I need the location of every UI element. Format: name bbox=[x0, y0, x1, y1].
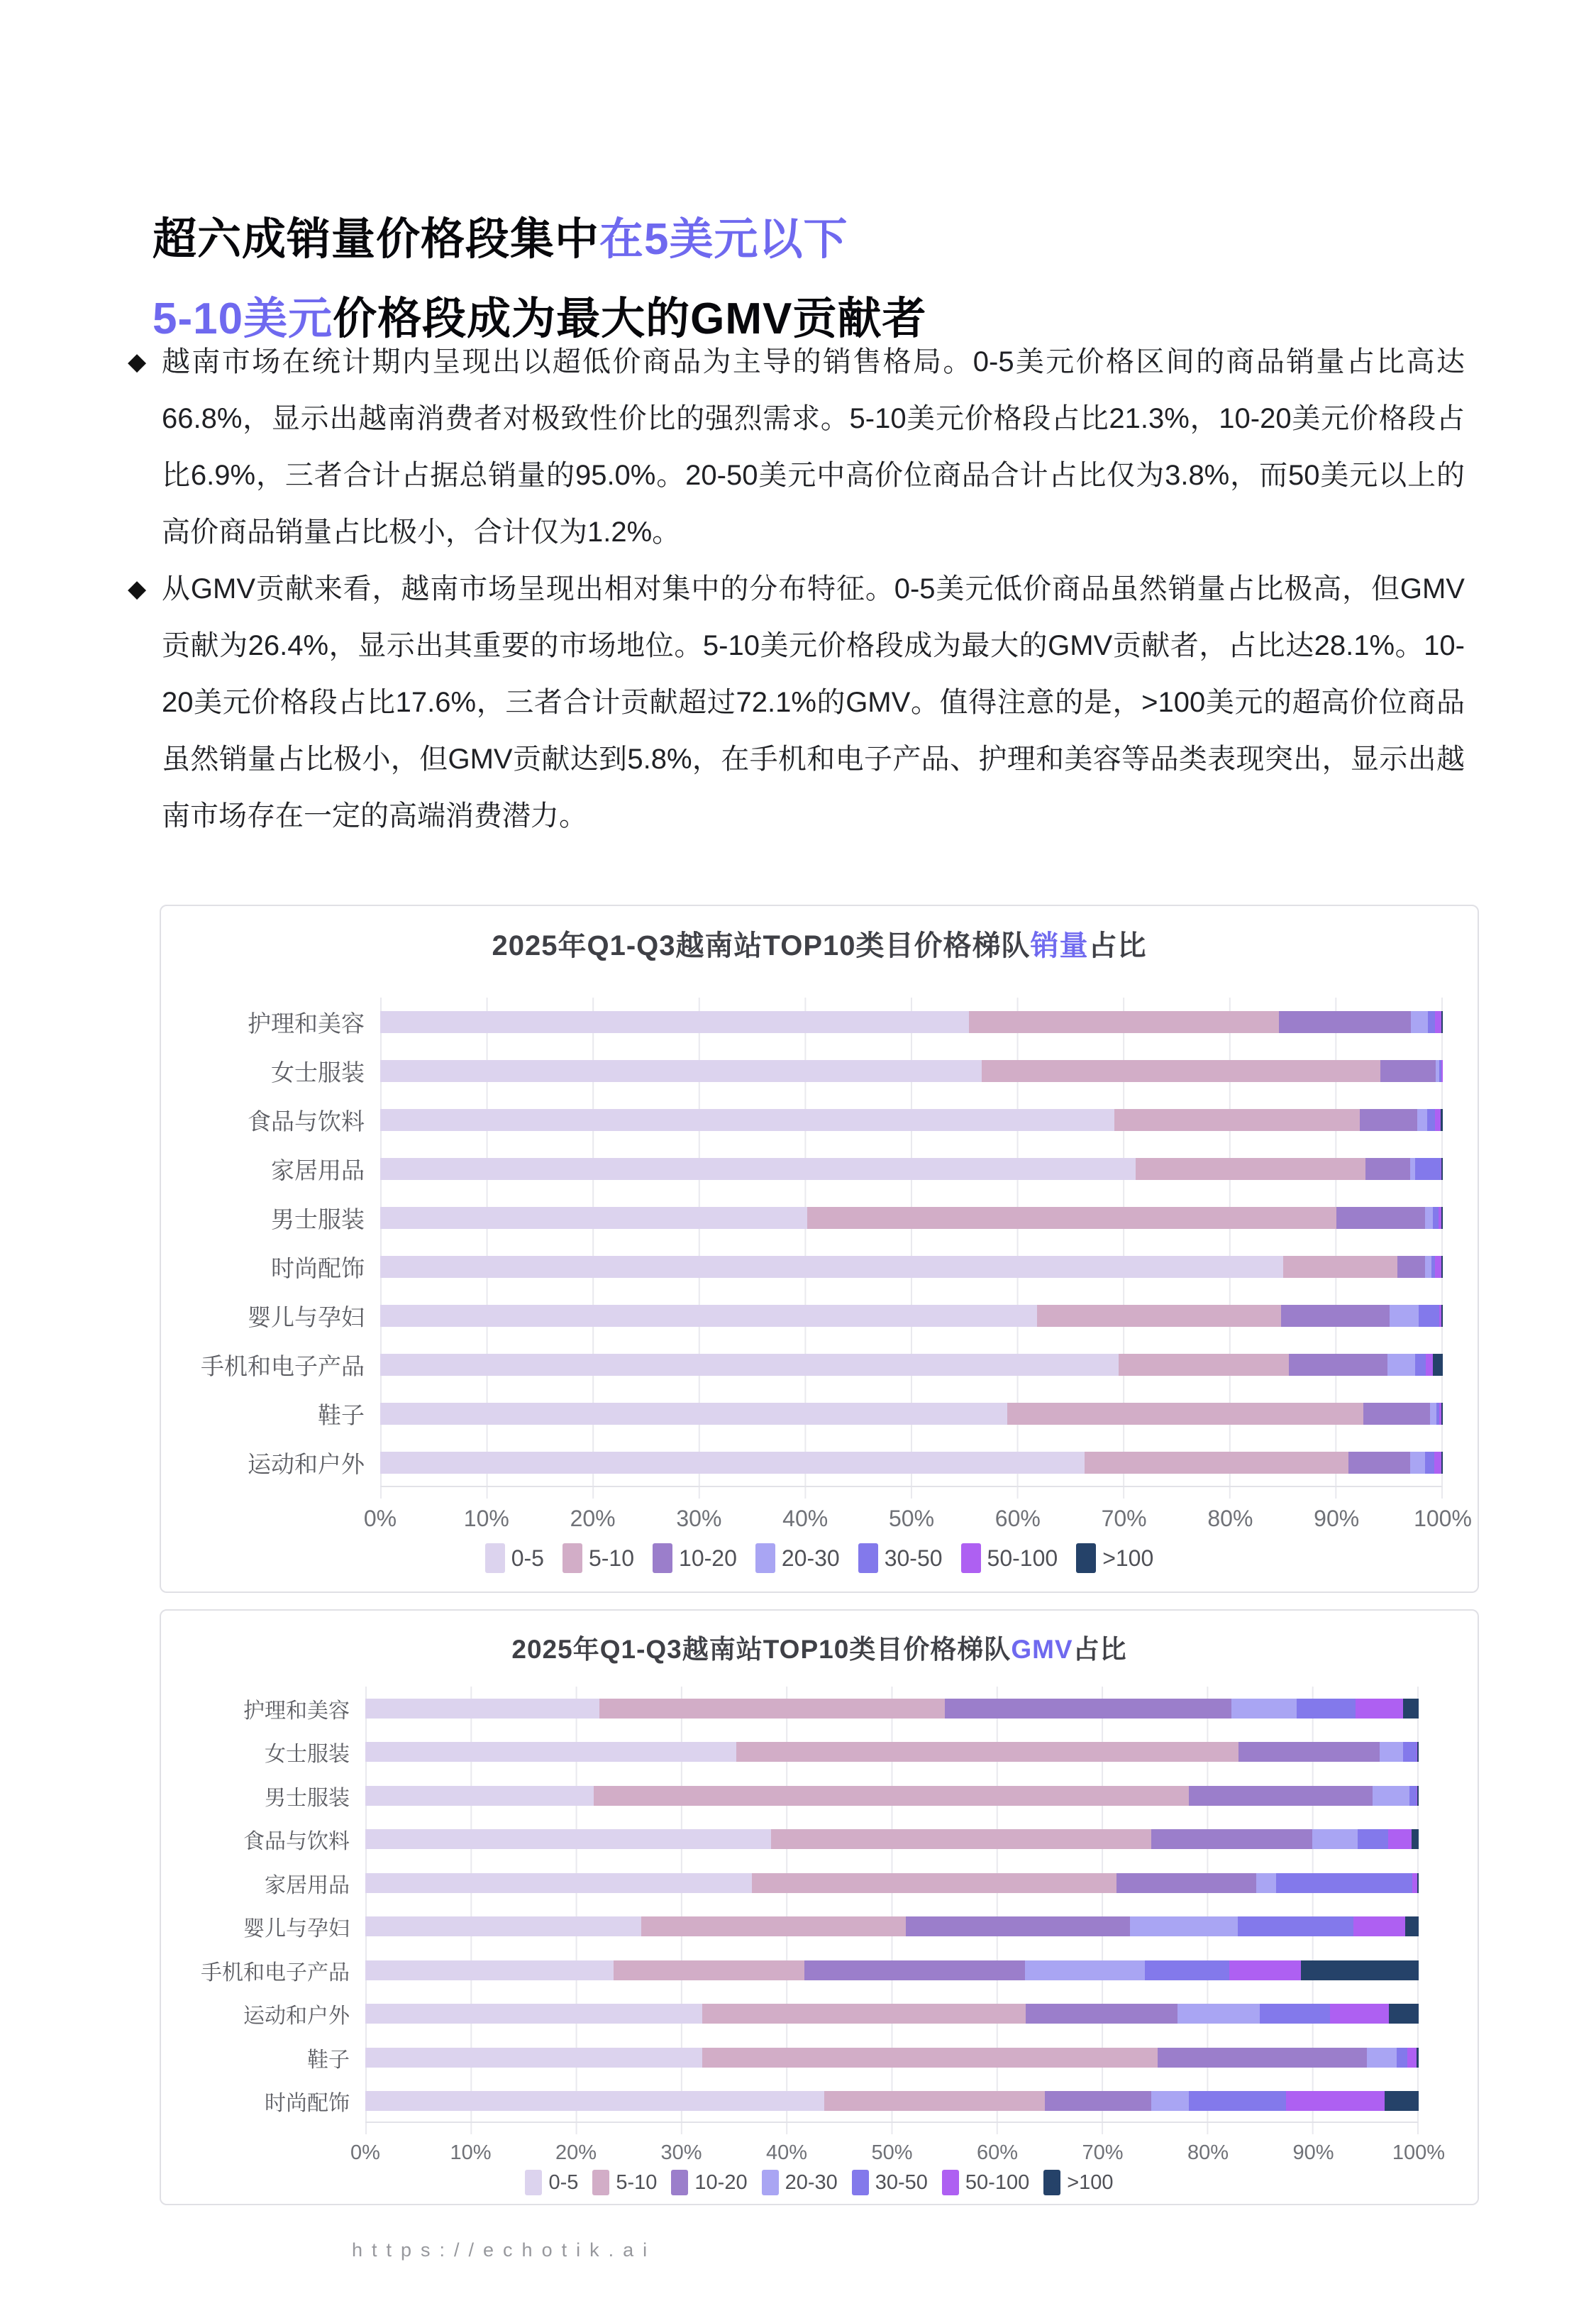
bar-segment->100 bbox=[1403, 1699, 1419, 1719]
bar-segment-30-50 bbox=[1428, 1011, 1435, 1033]
bar-segment-20-30 bbox=[1177, 2004, 1260, 2024]
title-accent-text: 在5美元以下 bbox=[599, 214, 848, 264]
plot-rows bbox=[161, 1687, 1478, 2123]
x-tick-label: 100% bbox=[1414, 1506, 1472, 1531]
bar-segment-5-10 bbox=[1114, 1109, 1360, 1131]
bar-segment-0-5 bbox=[380, 1354, 1119, 1376]
stacked-bar bbox=[380, 1011, 1443, 1033]
bar-segment-30-50 bbox=[1297, 1699, 1356, 1719]
sales-volume-share-chart-card bbox=[160, 905, 1479, 1593]
legend-item bbox=[762, 2170, 838, 2195]
bar-segment-10-20 bbox=[1380, 1060, 1436, 1082]
bar-segment-5-10 bbox=[1119, 1354, 1289, 1376]
bar-segment-30-50 bbox=[1397, 2048, 1407, 2068]
legend bbox=[161, 1543, 1478, 1573]
stacked-bar bbox=[380, 1403, 1443, 1425]
bar-segment-5-10 bbox=[1136, 1158, 1365, 1180]
chart-row bbox=[161, 1731, 1478, 1775]
axis-ticks bbox=[380, 1487, 1443, 1499]
bar-segment-20-30 bbox=[1430, 1403, 1436, 1425]
bar-segment-10-20 bbox=[1026, 2004, 1177, 2024]
category-label: 运动和户外 bbox=[248, 1451, 365, 1477]
chart-row bbox=[161, 1096, 1478, 1144]
bar-segment-10-20 bbox=[1281, 1305, 1390, 1327]
category-label: 婴儿与孕妇 bbox=[248, 1304, 365, 1330]
bar-segment-0-5 bbox=[365, 1960, 614, 1980]
bar-segment-5-10 bbox=[599, 1699, 945, 1719]
x-tick-label: 70% bbox=[1101, 1506, 1147, 1531]
bar-segment-10-20 bbox=[1348, 1452, 1410, 1474]
title-text: 价格段成为最大的GMV贡献者 bbox=[333, 294, 927, 343]
chart-row bbox=[161, 1774, 1478, 1818]
stacked-bar bbox=[380, 1207, 1443, 1229]
bar-segment-50-100 bbox=[1426, 1354, 1433, 1376]
legend-swatch-icon bbox=[755, 1543, 775, 1573]
legend-item bbox=[858, 1543, 943, 1573]
bar-segment-20-30 bbox=[1025, 1960, 1145, 1980]
bar-segment-20-30 bbox=[1130, 1916, 1237, 1936]
bar-segment-0-5 bbox=[380, 1011, 969, 1033]
bar-segment-50-100 bbox=[1330, 2004, 1389, 2024]
x-tick-label: 80% bbox=[1207, 1506, 1253, 1531]
stacked-bar bbox=[380, 1256, 1443, 1278]
bar-segment-30-50 bbox=[1425, 1452, 1434, 1474]
bar-segment-50-100 bbox=[1407, 2048, 1417, 2068]
title-text: 2025年Q1-Q3越南站TOP10类目价格梯队 bbox=[492, 930, 1031, 961]
chart-row bbox=[161, 1047, 1478, 1096]
legend-swatch-icon bbox=[942, 2170, 959, 2195]
bar-segment-0-5 bbox=[365, 1786, 594, 1806]
x-tick-label: 50% bbox=[871, 2141, 913, 2164]
title-text: 占比 bbox=[1088, 930, 1147, 961]
bar-segment->100 bbox=[1389, 2004, 1419, 2024]
bar-segment->100 bbox=[1441, 1256, 1442, 1278]
bar-segment-10-20 bbox=[945, 1699, 1231, 1719]
bar-segment-10-20 bbox=[1363, 1403, 1430, 1425]
bar-segment-20-30 bbox=[1380, 1742, 1403, 1762]
bar-segment->100 bbox=[1417, 1786, 1418, 1806]
bar-segment->100 bbox=[1441, 1109, 1443, 1131]
bar-segment-30-50 bbox=[1145, 1960, 1229, 1980]
bullet-list bbox=[128, 333, 1465, 844]
legend-label: 0-5 bbox=[548, 2170, 579, 2194]
x-tick-label: 70% bbox=[1082, 2141, 1124, 2164]
chart-row bbox=[161, 1193, 1478, 1242]
bar-segment-0-5 bbox=[380, 1207, 807, 1229]
bar-segment-20-30 bbox=[1417, 1109, 1426, 1131]
chart-row bbox=[161, 1389, 1478, 1438]
stacked-bar bbox=[380, 1060, 1443, 1082]
bar-segment-10-20 bbox=[1158, 2048, 1368, 2068]
bar-segment->100 bbox=[1417, 2048, 1419, 2068]
bar-segment-20-30 bbox=[1387, 1354, 1415, 1376]
title-accent-text: 5-10美元 bbox=[153, 294, 333, 343]
bar-segment-0-5 bbox=[380, 1305, 1037, 1327]
chart-row bbox=[161, 1948, 1478, 1992]
stacked-bar bbox=[380, 1305, 1443, 1327]
chart-row bbox=[161, 1340, 1478, 1389]
page-title-line1 bbox=[153, 200, 926, 280]
bar-segment-0-5 bbox=[365, 2004, 702, 2024]
chart-row bbox=[161, 1291, 1478, 1340]
bar-segment-30-50 bbox=[1433, 1207, 1438, 1229]
stacked-bar bbox=[365, 2048, 1419, 2068]
x-tick-label: 20% bbox=[570, 1506, 616, 1531]
legend-item bbox=[961, 1543, 1058, 1573]
bar-segment-0-5 bbox=[380, 1403, 1007, 1425]
legend-swatch-icon bbox=[858, 1543, 878, 1573]
legend-item bbox=[1043, 2170, 1113, 2195]
bar-segment-20-30 bbox=[1151, 2091, 1189, 2111]
legend-label: 50-100 bbox=[965, 2170, 1030, 2194]
x-tick-label: 30% bbox=[676, 1506, 722, 1531]
legend-item bbox=[525, 2170, 578, 2195]
category-label: 运动和户外 bbox=[243, 2004, 350, 2029]
category-label: 男士服装 bbox=[271, 1206, 365, 1232]
bullet-text: 越南市场在统计期内呈现出以超低价商品为主导的销售格局。0-5美元价格区间的商品销量占比高达66.8%，显示出越南消费者对极致性价比的强烈需求。5-10美元价格段占比21.3%，10-20美元价格段占比6.9%，三者合计占据总销量的95.0%。20-50美元中高价位商品合计占比仅为3.8%，而50美元以上的高价商品销量占比极小，合计仅为1.2%。 bbox=[162, 346, 1465, 548]
bar-segment-50-100 bbox=[1388, 1829, 1412, 1849]
chart-row bbox=[161, 998, 1478, 1047]
chart-row bbox=[161, 1992, 1478, 2036]
bar-segment->100 bbox=[1441, 1158, 1442, 1180]
bar-segment-50-100 bbox=[1434, 1452, 1441, 1474]
legend-label: >100 bbox=[1067, 2170, 1114, 2194]
stacked-bar bbox=[365, 1699, 1419, 1719]
bar-segment->100 bbox=[1385, 2091, 1419, 2111]
bar-segment-10-20 bbox=[1360, 1109, 1417, 1131]
x-tick-label: 0% bbox=[363, 1506, 397, 1531]
stacked-bar bbox=[365, 1786, 1419, 1806]
chart-row bbox=[161, 2080, 1478, 2124]
bar-segment-5-10 bbox=[771, 1829, 1151, 1849]
bar-segment-10-20 bbox=[906, 1916, 1130, 1936]
bar-segment->100 bbox=[1433, 1354, 1442, 1376]
legend-swatch-icon bbox=[1043, 2170, 1060, 2195]
legend-swatch-icon bbox=[563, 1543, 582, 1573]
bar-segment-50-100 bbox=[1356, 1699, 1403, 1719]
bar-segment-30-50 bbox=[1415, 1354, 1426, 1376]
bar-segment-50-100 bbox=[1229, 1960, 1301, 1980]
category-label: 食品与饮料 bbox=[243, 1830, 350, 1854]
legend-swatch-icon bbox=[852, 2170, 869, 2195]
stacked-bar bbox=[365, 1873, 1419, 1893]
chart-title bbox=[161, 923, 1478, 964]
bar-segment-10-20 bbox=[1289, 1354, 1387, 1376]
chart-row bbox=[161, 1242, 1478, 1291]
stacked-bar bbox=[380, 1109, 1443, 1131]
bar-segment-10-20 bbox=[804, 1960, 1024, 1980]
legend-label: 30-50 bbox=[884, 1545, 943, 1571]
bar-segment-10-20 bbox=[1189, 1786, 1372, 1806]
x-tick-label: 80% bbox=[1187, 2141, 1229, 2164]
bar-segment-10-20 bbox=[1397, 1256, 1425, 1278]
legend-item bbox=[653, 1543, 737, 1573]
category-label: 时尚配饰 bbox=[265, 2092, 350, 2116]
x-tick-label: 60% bbox=[994, 1506, 1041, 1531]
diamond-bullet-icon: ◆ bbox=[128, 348, 147, 375]
bar-segment-5-10 bbox=[807, 1207, 1336, 1229]
bar-segment-5-10 bbox=[641, 1916, 906, 1936]
legend-swatch-icon bbox=[961, 1543, 981, 1573]
stacked-bar bbox=[365, 2004, 1419, 2024]
legend-swatch-icon bbox=[1076, 1543, 1096, 1573]
bar-segment-30-50 bbox=[1403, 1742, 1417, 1762]
bar-segment-5-10 bbox=[969, 1011, 1279, 1033]
x-tick-label: 90% bbox=[1292, 2141, 1334, 2164]
legend-label: 20-30 bbox=[785, 2170, 838, 2194]
chart-row bbox=[161, 1818, 1478, 1862]
category-label: 手机和电子产品 bbox=[201, 1353, 365, 1379]
chart-row bbox=[161, 2036, 1478, 2080]
bar-segment-30-50 bbox=[1238, 1916, 1353, 1936]
legend-swatch-icon bbox=[592, 2170, 609, 2195]
legend-label: 5-10 bbox=[616, 2170, 658, 2194]
bar-segment->100 bbox=[1412, 1829, 1419, 1849]
footer-url: https://echotik.ai bbox=[352, 2239, 657, 2261]
title-text: 超六成销量价格段集中 bbox=[153, 214, 600, 264]
stacked-bar bbox=[365, 1960, 1419, 1980]
bar-segment->100 bbox=[1417, 1873, 1418, 1893]
legend-label: 20-30 bbox=[781, 1545, 840, 1571]
chart-row bbox=[161, 1438, 1478, 1487]
legend-label: 10-20 bbox=[694, 2170, 748, 2194]
bar-segment-50-100 bbox=[1435, 1256, 1441, 1278]
bar-segment->100 bbox=[1301, 1960, 1419, 1980]
bar-segment-10-20 bbox=[1238, 1742, 1380, 1762]
bar-segment-5-10 bbox=[1085, 1452, 1348, 1474]
legend-swatch-icon bbox=[653, 1543, 672, 1573]
bar-segment-20-30 bbox=[1373, 1786, 1409, 1806]
legend-swatch-icon bbox=[525, 2170, 542, 2195]
plot-rows bbox=[161, 998, 1478, 1487]
x-tick-label: 50% bbox=[888, 1506, 935, 1531]
x-tick-label: 10% bbox=[463, 1506, 509, 1531]
bar-segment->100 bbox=[1405, 1916, 1419, 1936]
bar-segment-5-10 bbox=[1007, 1403, 1363, 1425]
category-label: 女士服装 bbox=[271, 1059, 365, 1086]
stacked-bar bbox=[380, 1452, 1443, 1474]
bullet-item bbox=[128, 333, 1465, 561]
x-axis bbox=[350, 2141, 1446, 2173]
legend-label: 10-20 bbox=[679, 1545, 737, 1571]
bar-segment-30-50 bbox=[1415, 1158, 1441, 1180]
legend-label: 30-50 bbox=[875, 2170, 928, 2194]
bullet-text: 从GMV贡献来看，越南市场呈现出相对集中的分布特征。0-5美元低价商品虽然销量占比极高，但GMV贡献为26.4%，显示出其重要的市场地位。5-10美元价格段成为最大的GMV贡献者，占比达28.1%。10-20美元价格段占比17.6%，三者合计贡献超过72.1%的GMV。值得注意的是，>100美元的超高价位商品虽然销量占比极小，但GMV贡献达到5.8%，在手机和电子产品、护理和美容等品类表现突出，显示出越南市场存在一定的高端消费潜力。 bbox=[162, 573, 1465, 832]
bar-segment-30-50 bbox=[1260, 2004, 1330, 2024]
bar-segment-30-50 bbox=[1409, 1786, 1417, 1806]
bar-segment-0-5 bbox=[365, 2048, 702, 2068]
category-label: 护理和美容 bbox=[243, 1699, 350, 1723]
category-label: 婴儿与孕妇 bbox=[243, 1917, 350, 1941]
bar-segment-5-10 bbox=[702, 2048, 1158, 2068]
category-label: 鞋子 bbox=[307, 2048, 350, 2072]
bar-segment-0-5 bbox=[365, 1916, 641, 1936]
legend-item bbox=[755, 1543, 840, 1573]
bar-segment-50-100 bbox=[1435, 1011, 1441, 1033]
bar-segment-5-10 bbox=[614, 1960, 804, 1980]
bar-segment-0-5 bbox=[380, 1109, 1114, 1131]
legend-item bbox=[485, 1543, 544, 1573]
legend-item bbox=[671, 2170, 747, 2195]
stacked-bar bbox=[365, 2091, 1419, 2111]
title-text: 占比 bbox=[1073, 1635, 1127, 1664]
bar-segment-10-20 bbox=[1336, 1207, 1424, 1229]
bar-segment-10-20 bbox=[1151, 1829, 1312, 1849]
axis-ticks bbox=[365, 2123, 1419, 2134]
bar-segment-20-30 bbox=[1410, 1158, 1415, 1180]
bar-segment-0-5 bbox=[380, 1452, 1085, 1474]
title-accent-text: GMV bbox=[1011, 1635, 1073, 1664]
category-label: 鞋子 bbox=[318, 1402, 365, 1428]
legend-item bbox=[852, 2170, 928, 2195]
bar-segment-0-5 bbox=[380, 1256, 1283, 1278]
bar-segment-5-10 bbox=[594, 1786, 1189, 1806]
bar-segment-5-10 bbox=[752, 1873, 1116, 1893]
bar-segment-0-5 bbox=[380, 1060, 982, 1082]
bar-segment->100 bbox=[1417, 1742, 1418, 1762]
bar-segment-30-50 bbox=[1189, 2091, 1286, 2111]
stacked-bar bbox=[380, 1354, 1443, 1376]
bar-segment-0-5 bbox=[365, 2091, 824, 2111]
bar-segment-5-10 bbox=[1283, 1256, 1397, 1278]
bar-segment-5-10 bbox=[1037, 1305, 1282, 1327]
x-tick-label: 40% bbox=[765, 2141, 808, 2164]
x-tick-label: 90% bbox=[1314, 1506, 1360, 1531]
legend-item bbox=[1076, 1543, 1153, 1573]
title-accent-text: 销量 bbox=[1030, 930, 1089, 961]
bar-segment-20-30 bbox=[1231, 1699, 1297, 1719]
legend-label: 50-100 bbox=[987, 1545, 1058, 1571]
bar-segment-5-10 bbox=[824, 2091, 1044, 2111]
bar-segment-50-100 bbox=[1435, 1109, 1440, 1131]
bar-segment-30-50 bbox=[1276, 1873, 1412, 1893]
bar-segment->100 bbox=[1441, 1305, 1442, 1327]
category-label: 家居用品 bbox=[265, 1873, 350, 1897]
gmv-share-chart-card bbox=[160, 1609, 1479, 2205]
bar-segment-30-50 bbox=[1419, 1305, 1440, 1327]
x-tick-label: 40% bbox=[782, 1506, 829, 1531]
legend-label: 5-10 bbox=[588, 1545, 635, 1571]
stacked-bar bbox=[380, 1158, 1443, 1180]
x-tick-label: 20% bbox=[555, 2141, 597, 2164]
stacked-bar bbox=[365, 1916, 1419, 1936]
legend-swatch-icon bbox=[671, 2170, 688, 2195]
bar-segment->100 bbox=[1441, 1207, 1442, 1229]
bar-segment-50-100 bbox=[1286, 2091, 1385, 2111]
bar-segment-0-5 bbox=[365, 1873, 752, 1893]
title-text: 2025年Q1-Q3越南站TOP10类目价格梯队 bbox=[511, 1635, 1012, 1664]
bar-segment-10-20 bbox=[1116, 1873, 1257, 1893]
bar-segment-20-30 bbox=[1256, 1873, 1276, 1893]
category-label: 女士服装 bbox=[265, 1743, 350, 1767]
bar-segment->100 bbox=[1441, 1011, 1442, 1033]
bar-segment-50-100 bbox=[1353, 1916, 1405, 1936]
bar-segment-10-20 bbox=[1045, 2091, 1151, 2111]
legend-item bbox=[563, 1543, 634, 1573]
bar-segment-30-50 bbox=[1427, 1109, 1436, 1131]
bar-segment-20-30 bbox=[1425, 1256, 1431, 1278]
category-label: 家居用品 bbox=[271, 1157, 365, 1184]
bar-segment-10-20 bbox=[1279, 1011, 1411, 1033]
bar-segment-20-30 bbox=[1425, 1207, 1434, 1229]
category-label: 食品与饮料 bbox=[248, 1108, 365, 1135]
legend-swatch-icon bbox=[485, 1543, 505, 1573]
x-tick-label: 100% bbox=[1392, 2141, 1446, 2164]
legend-item bbox=[942, 2170, 1029, 2195]
legend-item bbox=[592, 2170, 657, 2195]
bar-segment->100 bbox=[1441, 1452, 1442, 1474]
bar-segment-50-100 bbox=[1441, 1060, 1442, 1082]
category-label: 男士服装 bbox=[265, 1786, 350, 1810]
bar-segment-50-100 bbox=[1412, 1873, 1417, 1893]
bar-segment-10-20 bbox=[1365, 1158, 1410, 1180]
chart-row bbox=[161, 1687, 1478, 1731]
bar-segment-20-30 bbox=[1410, 1452, 1425, 1474]
x-tick-label: 30% bbox=[660, 2141, 702, 2164]
chart-row bbox=[161, 1861, 1478, 1905]
bar-segment-5-10 bbox=[736, 1742, 1238, 1762]
bar-segment-5-10 bbox=[702, 2004, 1026, 2024]
bullet-item bbox=[128, 561, 1465, 844]
bar-segment-20-30 bbox=[1390, 1305, 1418, 1327]
legend-label: >100 bbox=[1102, 1545, 1154, 1571]
bar-segment->100 bbox=[1441, 1403, 1442, 1425]
x-tick-label: 0% bbox=[350, 2141, 380, 2164]
bar-segment-20-30 bbox=[1411, 1011, 1428, 1033]
chart-title bbox=[161, 1628, 1478, 1666]
bar-segment-30-50 bbox=[1358, 1829, 1388, 1849]
x-tick-label: 60% bbox=[976, 2141, 1019, 2164]
diamond-bullet-icon: ◆ bbox=[128, 575, 147, 602]
stacked-bar bbox=[365, 1829, 1419, 1849]
stacked-bar bbox=[365, 1742, 1419, 1762]
bar-segment-0-5 bbox=[380, 1158, 1136, 1180]
bar-segment-20-30 bbox=[1367, 2048, 1397, 2068]
chart-row bbox=[161, 1144, 1478, 1193]
x-axis bbox=[363, 1506, 1472, 1537]
bar-segment-0-5 bbox=[365, 1699, 599, 1719]
bar-segment-20-30 bbox=[1312, 1829, 1358, 1849]
legend-swatch-icon bbox=[762, 2170, 779, 2195]
bar-segment-0-5 bbox=[365, 1829, 771, 1849]
bar-segment-0-5 bbox=[365, 1742, 736, 1762]
legend-label: 0-5 bbox=[511, 1545, 544, 1571]
legend bbox=[161, 2170, 1478, 2195]
category-label: 时尚配饰 bbox=[271, 1255, 365, 1281]
x-tick-label: 10% bbox=[450, 2141, 492, 2164]
bar-segment-5-10 bbox=[982, 1060, 1380, 1082]
category-label: 手机和电子产品 bbox=[201, 1960, 350, 1985]
chart-row bbox=[161, 1905, 1478, 1949]
category-label: 护理和美容 bbox=[248, 1010, 365, 1037]
